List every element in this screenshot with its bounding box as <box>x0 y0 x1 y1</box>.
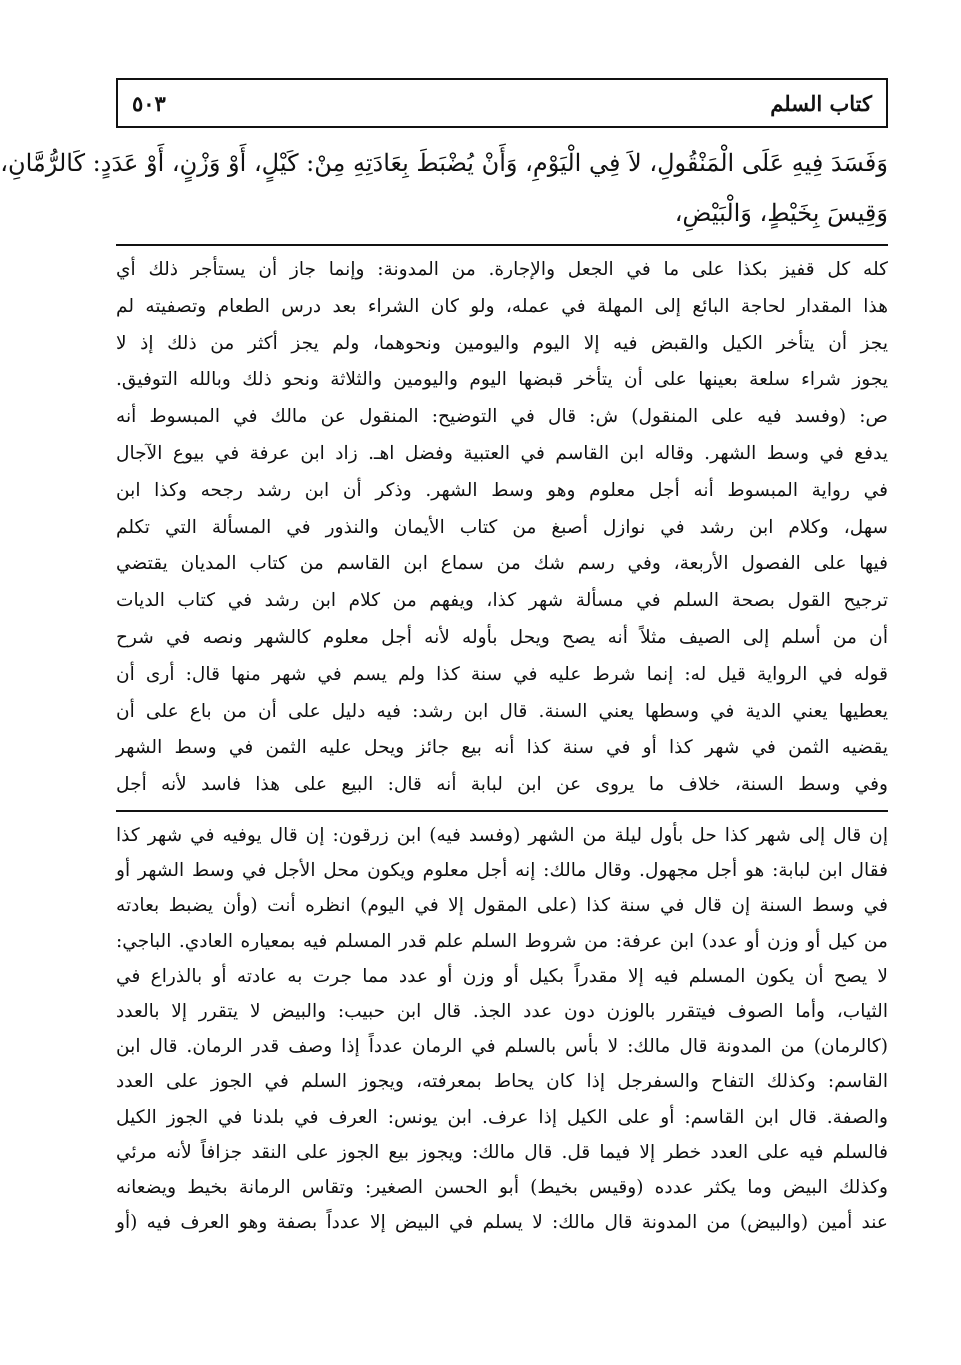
commentary-line: قوله في الرواية قيل له: إنما شرط عليه في سنة كذا ولم يسم في شهر منها قال: أرى أن <box>116 663 888 685</box>
commentary-line: هذا المقدار لحاجة البائع إلى المهلة في عمله، ولو كان الشراء بعد درس الطعام وتصفيته لم <box>116 295 888 317</box>
commentary-line: يقضيه الثمن في شهر كذا أو في سنة كذا أنه بيع جائز ويحل عليه الثمن في وسط الشهر <box>116 737 888 759</box>
page-number: ٥٠٣ <box>132 90 166 116</box>
main-text-line: وَفَسَدَ فِيهِ عَلَى الْمَنْقُولِ، لاَ فِي الْيَوْمِ، وَأَنْ يُضْبَطَ بِعَادَتِهِ مِنْ: كَيْلٍ، أَوْ وَزْنٍ، أَوْ عَدَدٍ: كَالرُّمَّانِ، <box>0 149 888 177</box>
commentary-line: أن من أسلم إلى الصيف مثلاً أنه يصح ويحل بأوله لأنه أجل معلوم كالشهر ونصه في شرح <box>116 626 888 648</box>
commentary-line: وفي وسط السنة، خلاف ما يروى عن ابن لبابة أنه قال: البيع على هذا فاسد لأنه أجل <box>116 774 888 796</box>
commentary-line: في رواية المبسوط أنه أجل معلوم وهو وسط الشهر. وذكر أن ابن رشد رجحه وكذا ابن <box>116 479 888 501</box>
main-text-line: وَقِيسَ بِخَيْطٍ، وَالْبَيْضِ، <box>674 199 888 227</box>
commentary-line: سهل، وكلام ابن رشد في نوازل أصبغ من كتاب الأيمان والنذور في المسألة التي تكلم <box>116 516 888 538</box>
commentary-line: كله كل قفيز بكذا على ما في الجعل والإجارة. من المدونة: وإنما جاز أن يستأجر ذلك أي <box>116 259 888 280</box>
footnote-line: عند أمين (والبيض) من المدونة قال مالك: لا يسلم في البيض إلا عدداً بصفة وهو العرف فيه (أو <box>116 1212 888 1234</box>
commentary-line: ص: (وفسد فيه على المنقول) ش: قال في التوضيح: المنقول عن مالك في المبسوط أنه <box>116 406 888 428</box>
footnote-line: لا يصح أن يكون المسلم فيه إلا مقدراً بكيل أو وزن أو عدد مما جرت به عادته أو بالذراع في <box>116 965 888 987</box>
chapter-title: كتاب السلم <box>770 90 872 116</box>
commentary-line: ترجيح القول بصحة السلم في مسألة شهر كذا، ويفهم من كلام ابن رشد في كتاب الديات <box>116 590 888 612</box>
commentary-line: يدفع في وسط الشهر. وقاله ابن القاسم في العتبية وفضل اهـ. زاد ابن عرفة في بيوع الآجال <box>116 442 888 464</box>
footnote-line: والصفة. قال ابن القاسم: أو على الكيل إذا عرف. ابن يونس: العرف في بلدنا في الجوز الكيل <box>116 1106 888 1128</box>
footnote-line: في وسط السنة إن قال في سنة كذا (على المقول إلا في اليوم) انظره أنت (وأن يضبط بعادته <box>116 895 888 917</box>
main-text <box>0 138 888 238</box>
page-header <box>116 78 888 128</box>
footnote-line: وكذلك البيض وما يكثر عدده (وقيس بخيط) أبو الحسن الصغير: وتقاس الرمانة بخيط ويضعانه <box>116 1176 888 1198</box>
commentary-line: يجوز شراء سلعة بعينها على أن يتأخر قبضها اليوم واليومين والثلاثة ونحو ذلك وبالله التوفيق. <box>116 369 888 391</box>
divider-rule <box>116 810 888 812</box>
footnote-text <box>116 818 888 1240</box>
footnote-line: من كيل أو وزن أو عدد) ابن عرفة: من شروط السلم علم قدر المسلم فيه بمعياره العادي. الباجي: <box>116 930 888 952</box>
commentary-line: فيها على الفصول الأربعة، وفي رسم شك من سماع ابن القاسم من كتاب المديان يقتضي <box>116 553 888 575</box>
commentary-text <box>116 252 888 804</box>
footnote-line: فالسلم فيه على العدد خطر إلا فيما قل. قال مالك: ويجوز بيع الجوز على النقد جزافاً لأنه مرئي <box>116 1141 888 1163</box>
footnote-line: (كالرمان) من المدونة قال مالك: لا بأس بالسلم في الرمان عدداً إذا وصف قدر الرمان. قال ابن <box>116 1036 888 1058</box>
footnote-line: إن قال إلى شهر كذا حل بأول ليلة من الشهر (وفسد فيه) ابن زرقون: إن قال يوفيه في شهر كذا <box>116 824 888 846</box>
commentary-line: يعطيها يعني الدية في وسطها يعني السنة. قال ابن رشد: فيه دليل على أن من باع على أن <box>116 700 888 722</box>
footnote-line: القاسم: وكذلك التفاح والسفرجل إذا كان يحاط بمعرفته، ويجوز السلم في الجوز على العدد <box>116 1071 888 1093</box>
divider-rule <box>116 244 888 246</box>
footnote-line: فقال ابن لبابة: هو أجل مجهول. وقال مالك: إنه أجل معلوم ويكون محل الأجل في وسط الشهر أو <box>116 860 888 882</box>
commentary-line: يجز أن يتأخر الكيل والقبض فيه إلا اليوم واليومين ونحوهما، ولم يجز أكثر من ذلك إذ لا <box>116 332 888 354</box>
page <box>0 78 888 1348</box>
footnote-line: الثياب، وأما الصوف فيتقرر بالوزن دون عدد الجذ. قال ابن حبيب: والبيض لا يتقرر إلا بالعدد <box>116 1000 888 1022</box>
